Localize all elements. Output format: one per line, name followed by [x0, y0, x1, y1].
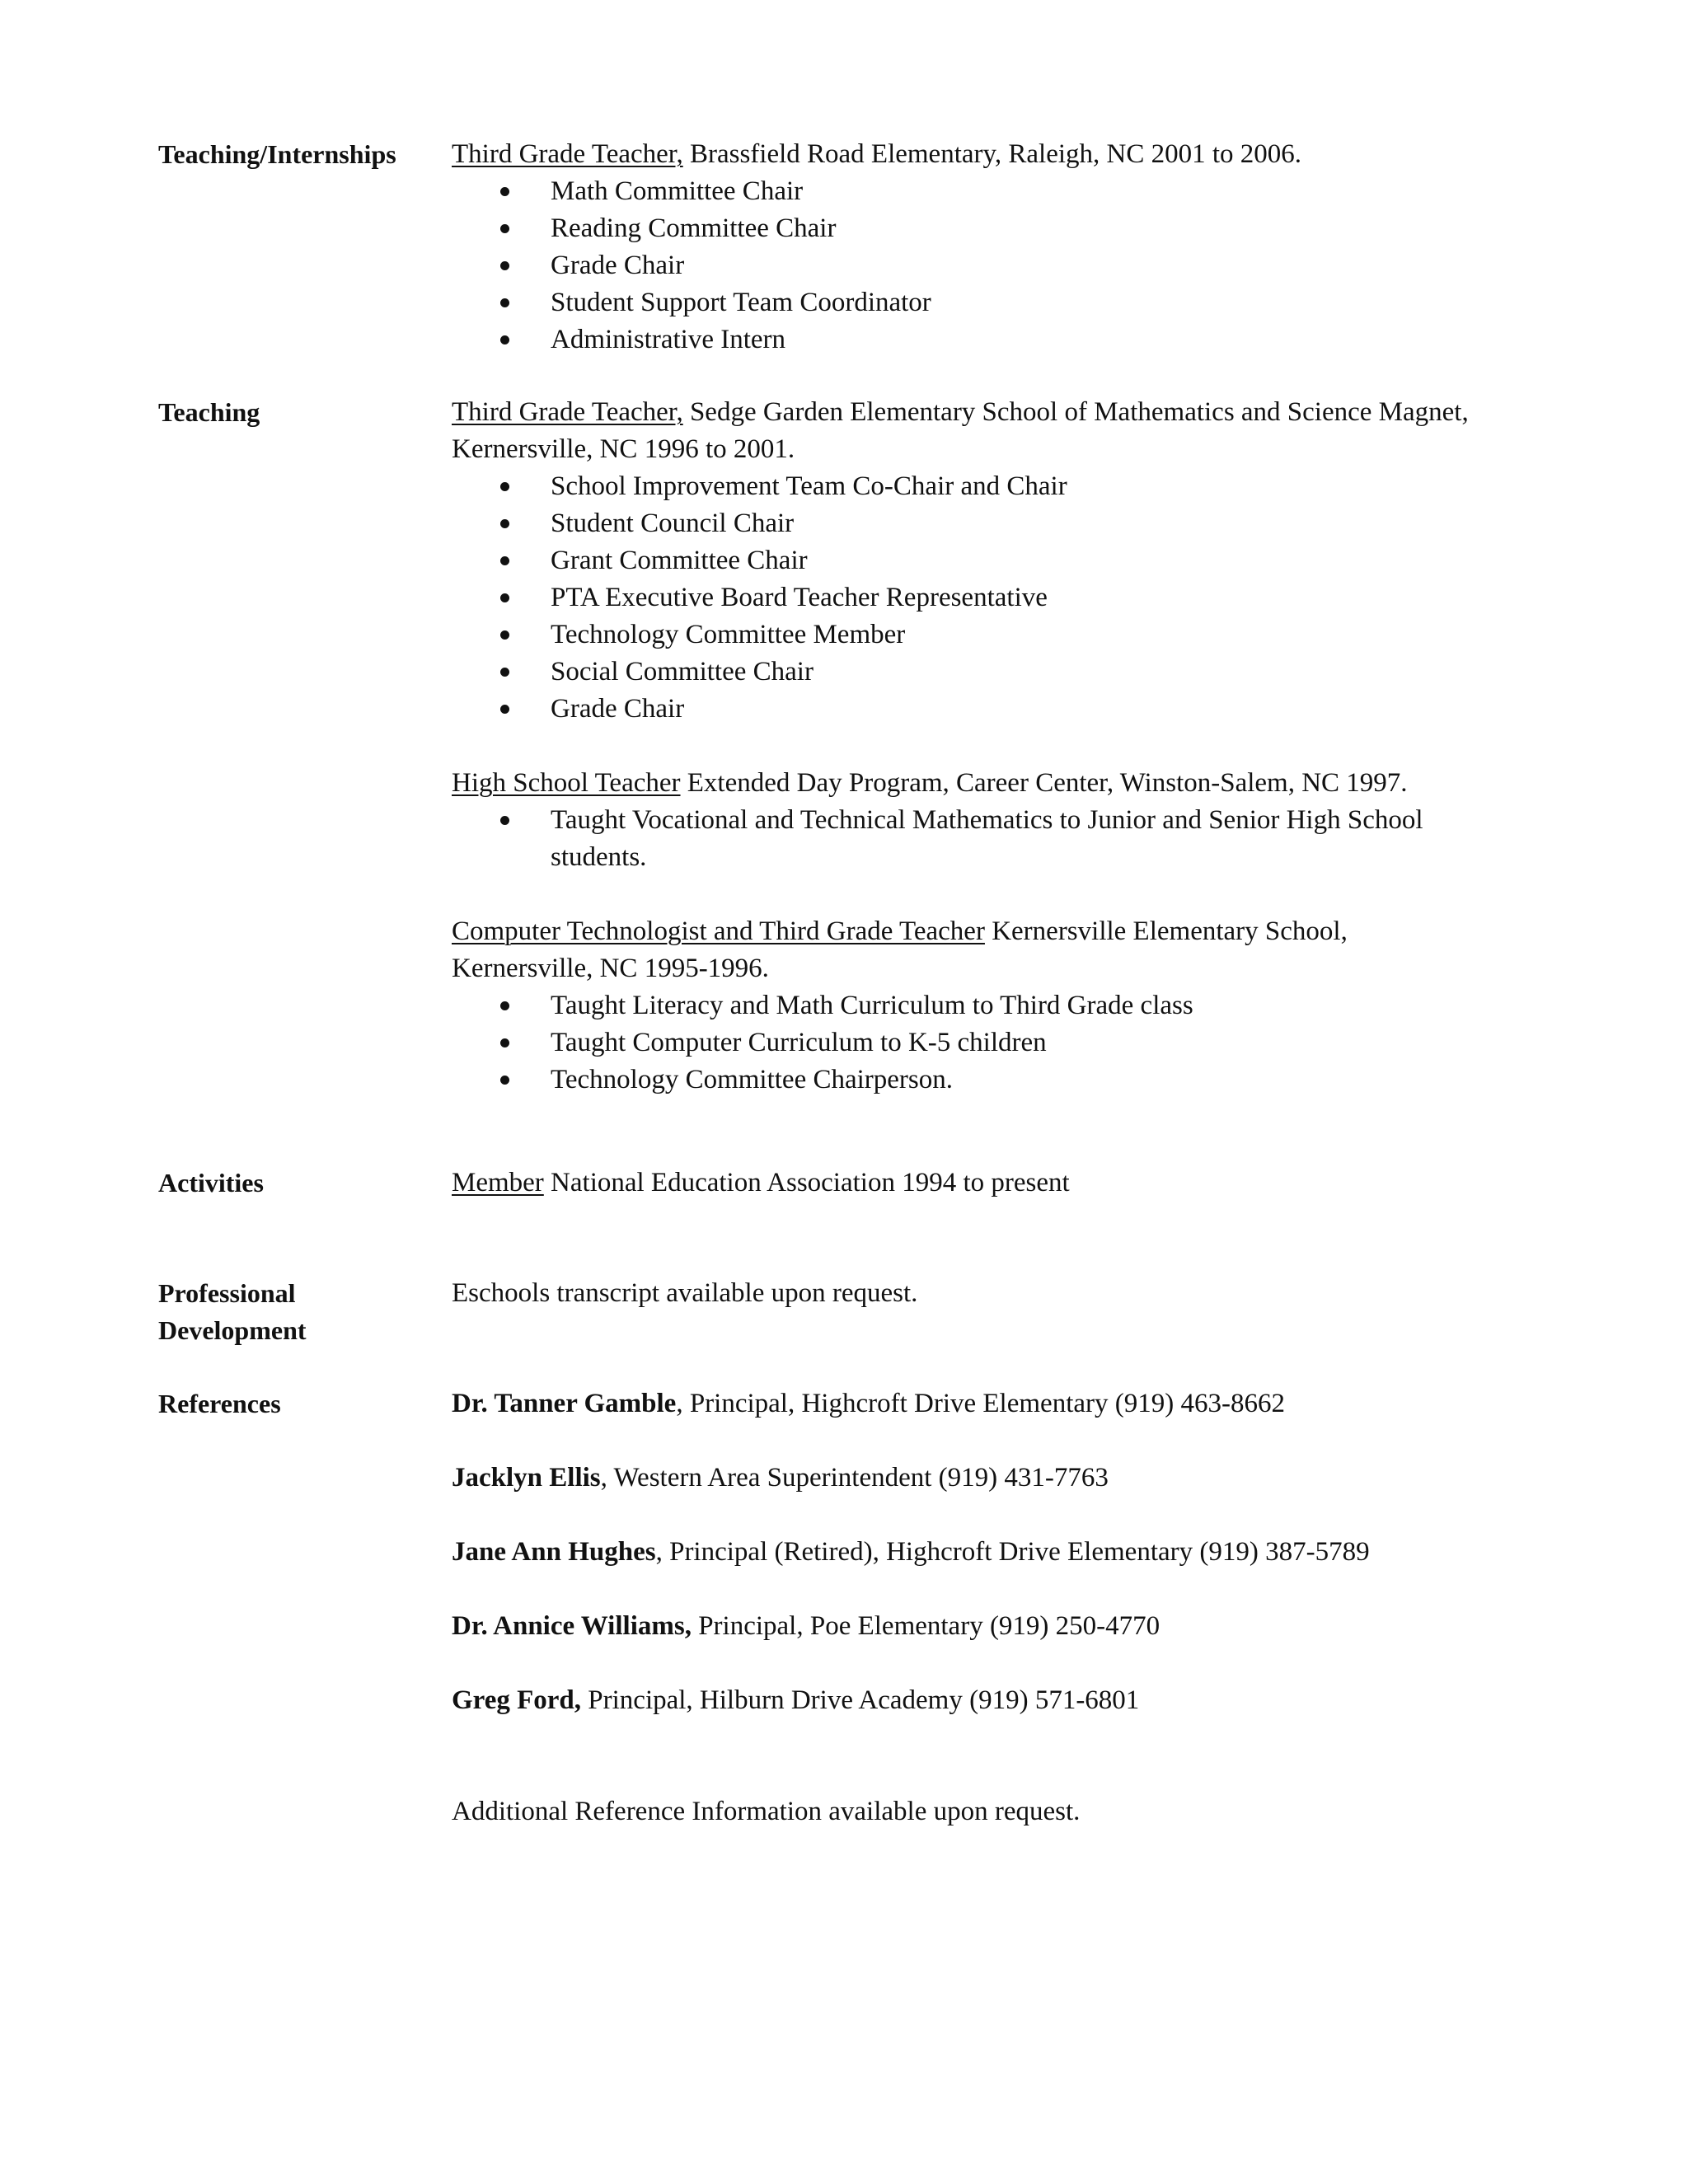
section-content	[452, 394, 1474, 1136]
bullet-icon	[500, 298, 509, 307]
bullet-icon	[500, 335, 509, 344]
membership-details: National Education Association 1994 to present	[543, 1168, 1070, 1197]
list-item-text: Grade Chair	[551, 694, 685, 724]
list-item	[452, 987, 1474, 1024]
list-item-text: Taught Literacy and Math Curriculum to Third Grade class	[551, 991, 1193, 1020]
duties-list	[452, 802, 1474, 876]
bullet-icon	[500, 224, 509, 233]
list-item	[452, 505, 1474, 542]
job-heading	[452, 136, 1474, 173]
bullet-icon	[500, 668, 509, 677]
list-item	[452, 691, 1474, 728]
job-title: High School Teacher	[452, 768, 681, 798]
membership-title: Member	[452, 1168, 544, 1197]
reference-detail: , Western Area Superintendent (919) 431-7763	[600, 1463, 1109, 1493]
job-entry	[452, 394, 1474, 728]
list-item	[452, 542, 1474, 579]
section-label	[158, 1275, 438, 1349]
list-item	[452, 284, 1474, 321]
list-item	[452, 247, 1474, 284]
reference-name: Dr. Annice Williams,	[452, 1611, 692, 1641]
duties-list	[452, 987, 1474, 1099]
list-item-text: Technology Committee Member	[551, 620, 906, 649]
list-item	[452, 654, 1474, 691]
bullet-icon	[500, 187, 509, 196]
job-entry	[452, 913, 1474, 1099]
section-content	[452, 1385, 1474, 1830]
list-item-text: Math Committee Chair	[551, 176, 804, 206]
section-content	[452, 1275, 1474, 1312]
bullet-icon	[500, 593, 509, 602]
list-item-text: Student Support Team Coordinator	[551, 288, 931, 317]
bullet-icon	[500, 1001, 509, 1010]
list-item-text: Taught Computer Curriculum to K-5 children	[551, 1028, 1047, 1057]
list-item	[452, 321, 1474, 359]
bullet-icon	[500, 705, 509, 714]
list-item-text: Administrative Intern	[551, 325, 786, 354]
bullet-icon	[500, 816, 509, 825]
bullet-icon	[500, 630, 509, 640]
bullet-icon	[500, 1076, 509, 1085]
reference-name: Dr. Tanner Gamble	[452, 1389, 677, 1418]
activity-line	[452, 1165, 1474, 1202]
job-details: Kernersville Elementary School, Kernersville, NC 1995-1996.	[452, 916, 1348, 983]
list-item-text: Student Council Chair	[551, 509, 795, 538]
job-details: Brassfield Road Elementary, Raleigh, NC 2001 to 2006.	[682, 139, 1302, 169]
list-item-text: Grade Chair	[551, 251, 685, 280]
job-details: Sedge Garden Elementary School of Mathematics and Science Magnet, Kernersville, NC 1996 to 2001.	[452, 397, 1469, 464]
reference-detail: , Principal (Retired), Highcroft Drive Elementary (919) 387-5789	[655, 1537, 1370, 1567]
list-item-text: Grant Committee Chair	[551, 546, 808, 575]
duties-list	[452, 468, 1474, 728]
job-entry	[452, 765, 1474, 876]
section-label-line: Development	[158, 1315, 307, 1345]
bullet-icon	[500, 519, 509, 528]
section-label: Teaching	[158, 397, 260, 427]
job-title: Third Grade Teacher,	[452, 139, 683, 169]
reference-detail: Principal, Poe Elementary (919) 250-4770	[691, 1611, 1160, 1641]
reference-item	[452, 1682, 1474, 1719]
reference-name: Greg Ford,	[452, 1685, 582, 1715]
list-item	[452, 579, 1474, 616]
references-footer: Additional Reference Information available upon request.	[452, 1797, 1081, 1826]
section-content	[452, 1165, 1474, 1202]
job-entry	[452, 136, 1474, 359]
job-heading	[452, 913, 1474, 987]
list-item-text: Social Committee Chair	[551, 657, 814, 687]
reference-item	[452, 1385, 1474, 1422]
reference-detail: Principal, Hilburn Drive Academy (919) 571-6801	[581, 1685, 1140, 1715]
job-title: Computer Technologist and Third Grade Teacher	[452, 916, 985, 946]
bullet-icon	[500, 1038, 509, 1047]
section-content	[452, 136, 1474, 396]
list-item	[452, 1024, 1474, 1062]
transcript-note: Eschools transcript available upon request.	[452, 1278, 918, 1308]
reference-item	[452, 1608, 1474, 1645]
list-item	[452, 1062, 1474, 1099]
list-item-text: Technology Committee Chairperson.	[551, 1065, 954, 1094]
job-details: Extended Day Program, Career Center, Winston-Salem, NC 1997.	[680, 768, 1408, 798]
list-item-text: Taught Vocational and Technical Mathematics to Junior and Senior High School students.	[551, 805, 1423, 872]
section-label-line: Professional	[158, 1278, 296, 1308]
reference-item	[452, 1460, 1474, 1497]
job-heading	[452, 394, 1474, 468]
list-item	[452, 173, 1474, 210]
reference-name: Jane Ann Hughes	[452, 1537, 656, 1567]
section-label: Activities	[158, 1168, 264, 1197]
job-title: Third Grade Teacher,	[452, 397, 683, 427]
list-item-text: School Improvement Team Co-Chair and Chair	[551, 471, 1067, 501]
list-item-text: PTA Executive Board Teacher Representative	[551, 583, 1048, 612]
list-item-text: Reading Committee Chair	[551, 213, 837, 243]
reference-name: Jacklyn Ellis	[452, 1463, 601, 1493]
list-item	[452, 802, 1474, 876]
section-label: Teaching/Internships	[158, 139, 396, 169]
list-item	[452, 616, 1474, 654]
reference-item	[452, 1534, 1474, 1571]
bullet-icon	[500, 556, 509, 565]
bullet-icon	[500, 261, 509, 270]
section-label: References	[158, 1389, 281, 1418]
list-item	[452, 468, 1474, 505]
duties-list	[452, 173, 1474, 359]
bullet-icon	[500, 482, 509, 491]
list-item	[452, 210, 1474, 247]
job-heading	[452, 765, 1474, 802]
reference-detail: , Principal, Highcroft Drive Elementary (919) 463-8662	[676, 1389, 1285, 1418]
